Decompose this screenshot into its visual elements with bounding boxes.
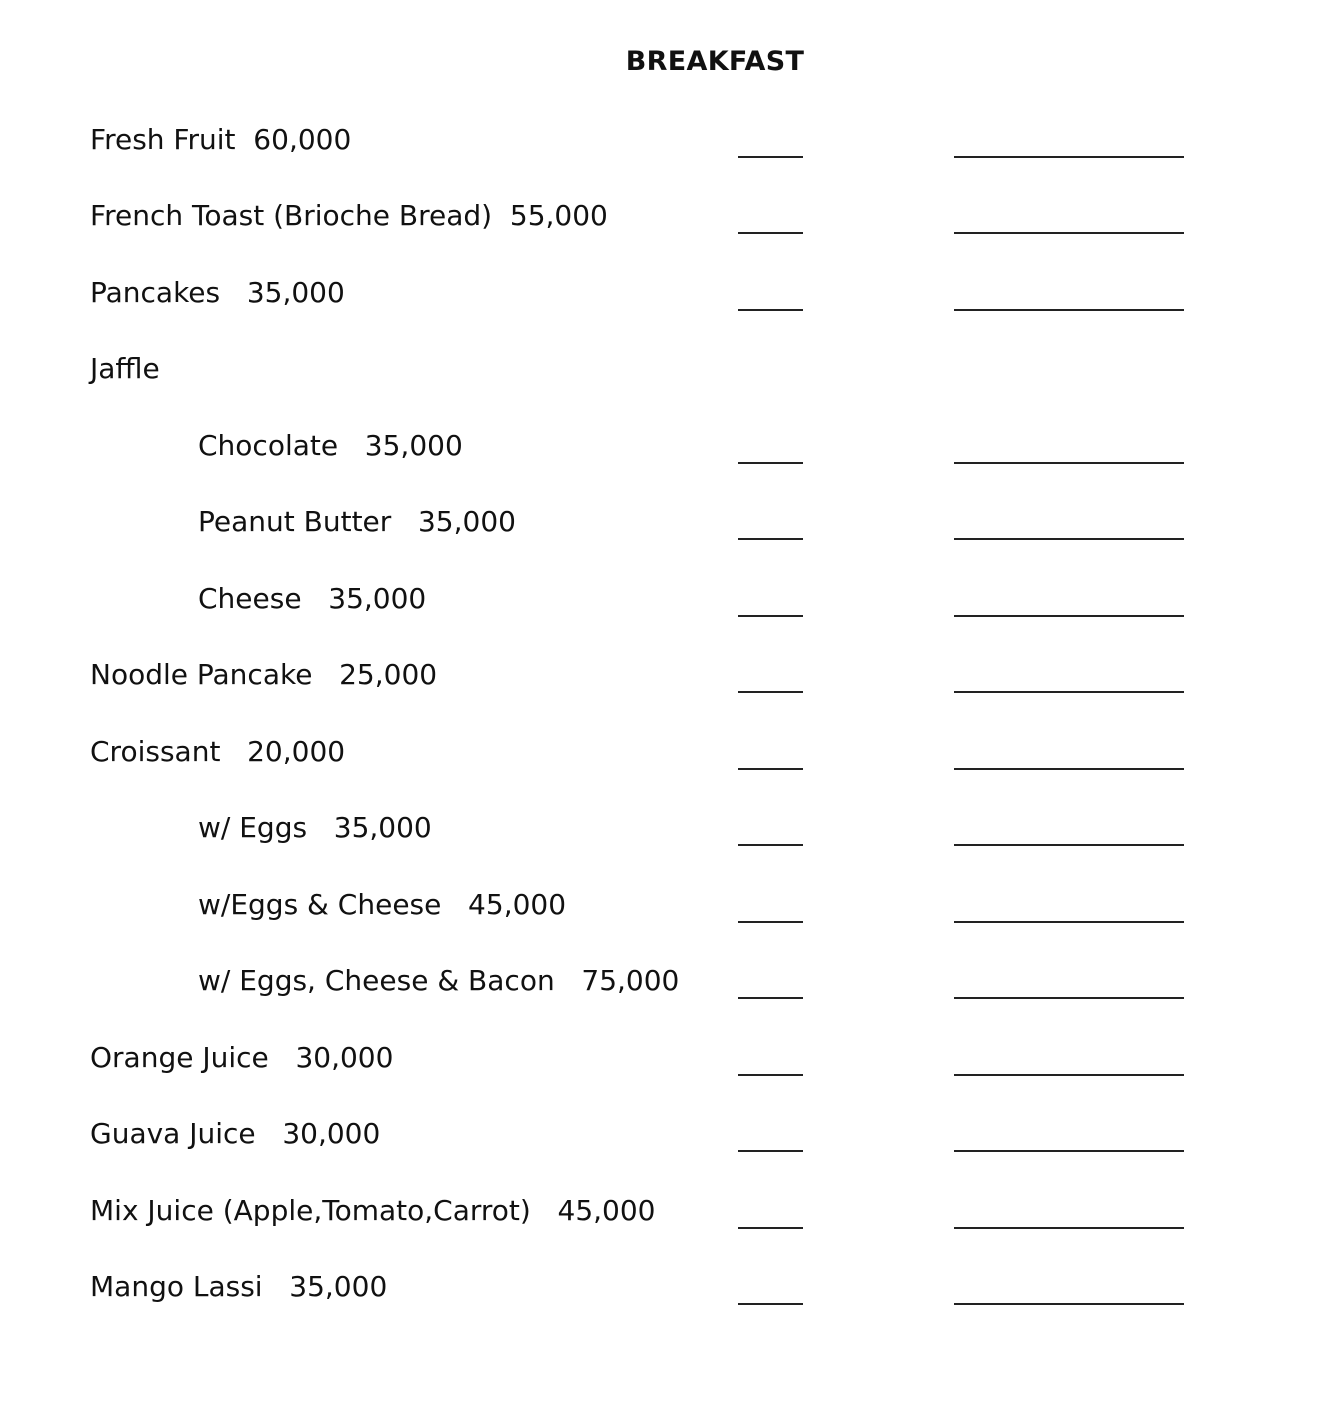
- note-blank[interactable]: [954, 1074, 1184, 1076]
- menu-item: [0, 1114, 1320, 1154]
- menu-item-label: Mango Lassi 35,000: [90, 1270, 388, 1303]
- quantity-blank[interactable]: [738, 232, 803, 234]
- note-blank[interactable]: [954, 997, 1184, 999]
- menu-item: [0, 655, 1320, 695]
- menu-item-label: Croissant 20,000: [90, 735, 346, 768]
- menu-item: [0, 426, 1320, 466]
- menu-item: [0, 273, 1320, 313]
- note-blank[interactable]: [954, 232, 1184, 234]
- quantity-blank[interactable]: [738, 615, 803, 617]
- menu-item-label: Fresh Fruit 60,000: [90, 123, 352, 156]
- note-blank[interactable]: [954, 615, 1184, 617]
- note-blank[interactable]: [954, 538, 1184, 540]
- quantity-blank[interactable]: [738, 768, 803, 770]
- note-blank[interactable]: [954, 1150, 1184, 1152]
- quantity-blank[interactable]: [738, 1150, 803, 1152]
- note-blank[interactable]: [954, 156, 1184, 158]
- note-blank[interactable]: [954, 844, 1184, 846]
- note-blank[interactable]: [954, 1303, 1184, 1305]
- menu-item-label: w/ Eggs 35,000: [198, 811, 432, 844]
- menu-item-label: Mix Juice (Apple,Tomato,Carrot) 45,000: [90, 1194, 656, 1227]
- quantity-blank[interactable]: [738, 997, 803, 999]
- menu-item-label: Jaffle: [90, 352, 160, 385]
- menu-item-label: Cheese 35,000: [198, 582, 427, 615]
- quantity-blank[interactable]: [738, 921, 803, 923]
- menu-item: [0, 196, 1320, 236]
- page-title: BREAKFAST: [625, 46, 805, 77]
- note-blank[interactable]: [954, 921, 1184, 923]
- menu-item-label: Pancakes 35,000: [90, 276, 345, 309]
- note-blank[interactable]: [954, 691, 1184, 693]
- quantity-blank[interactable]: [738, 538, 803, 540]
- menu-item-label: French Toast (Brioche Bread) 55,000: [90, 199, 608, 232]
- menu-item: [0, 502, 1320, 542]
- quantity-blank[interactable]: [738, 1227, 803, 1229]
- menu-item: [0, 120, 1320, 160]
- note-blank[interactable]: [954, 462, 1184, 464]
- note-blank[interactable]: [954, 1227, 1184, 1229]
- menu-item: [0, 961, 1320, 1001]
- menu-item: [0, 1267, 1320, 1307]
- menu-item-label: Orange Juice 30,000: [90, 1041, 394, 1074]
- menu-item: [0, 885, 1320, 925]
- quantity-blank[interactable]: [738, 844, 803, 846]
- quantity-blank[interactable]: [738, 156, 803, 158]
- menu-item: [0, 808, 1320, 848]
- menu-item-label: w/Eggs & Cheese 45,000: [198, 888, 567, 921]
- menu-item: [0, 579, 1320, 619]
- note-blank[interactable]: [954, 768, 1184, 770]
- menu-item-label: Noodle Pancake 25,000: [90, 658, 438, 691]
- menu-item: [0, 1038, 1320, 1078]
- menu-item: [0, 349, 1320, 389]
- menu-item: [0, 1191, 1320, 1231]
- menu-item: [0, 732, 1320, 772]
- quantity-blank[interactable]: [738, 691, 803, 693]
- menu-item-label: Guava Juice 30,000: [90, 1117, 381, 1150]
- note-blank[interactable]: [954, 309, 1184, 311]
- quantity-blank[interactable]: [738, 462, 803, 464]
- menu-item-label: Chocolate 35,000: [198, 429, 463, 462]
- quantity-blank[interactable]: [738, 1074, 803, 1076]
- quantity-blank[interactable]: [738, 309, 803, 311]
- menu-item-label: Peanut Butter 35,000: [198, 505, 516, 538]
- quantity-blank[interactable]: [738, 1303, 803, 1305]
- menu-item-label: w/ Eggs, Cheese & Bacon 75,000: [198, 964, 680, 997]
